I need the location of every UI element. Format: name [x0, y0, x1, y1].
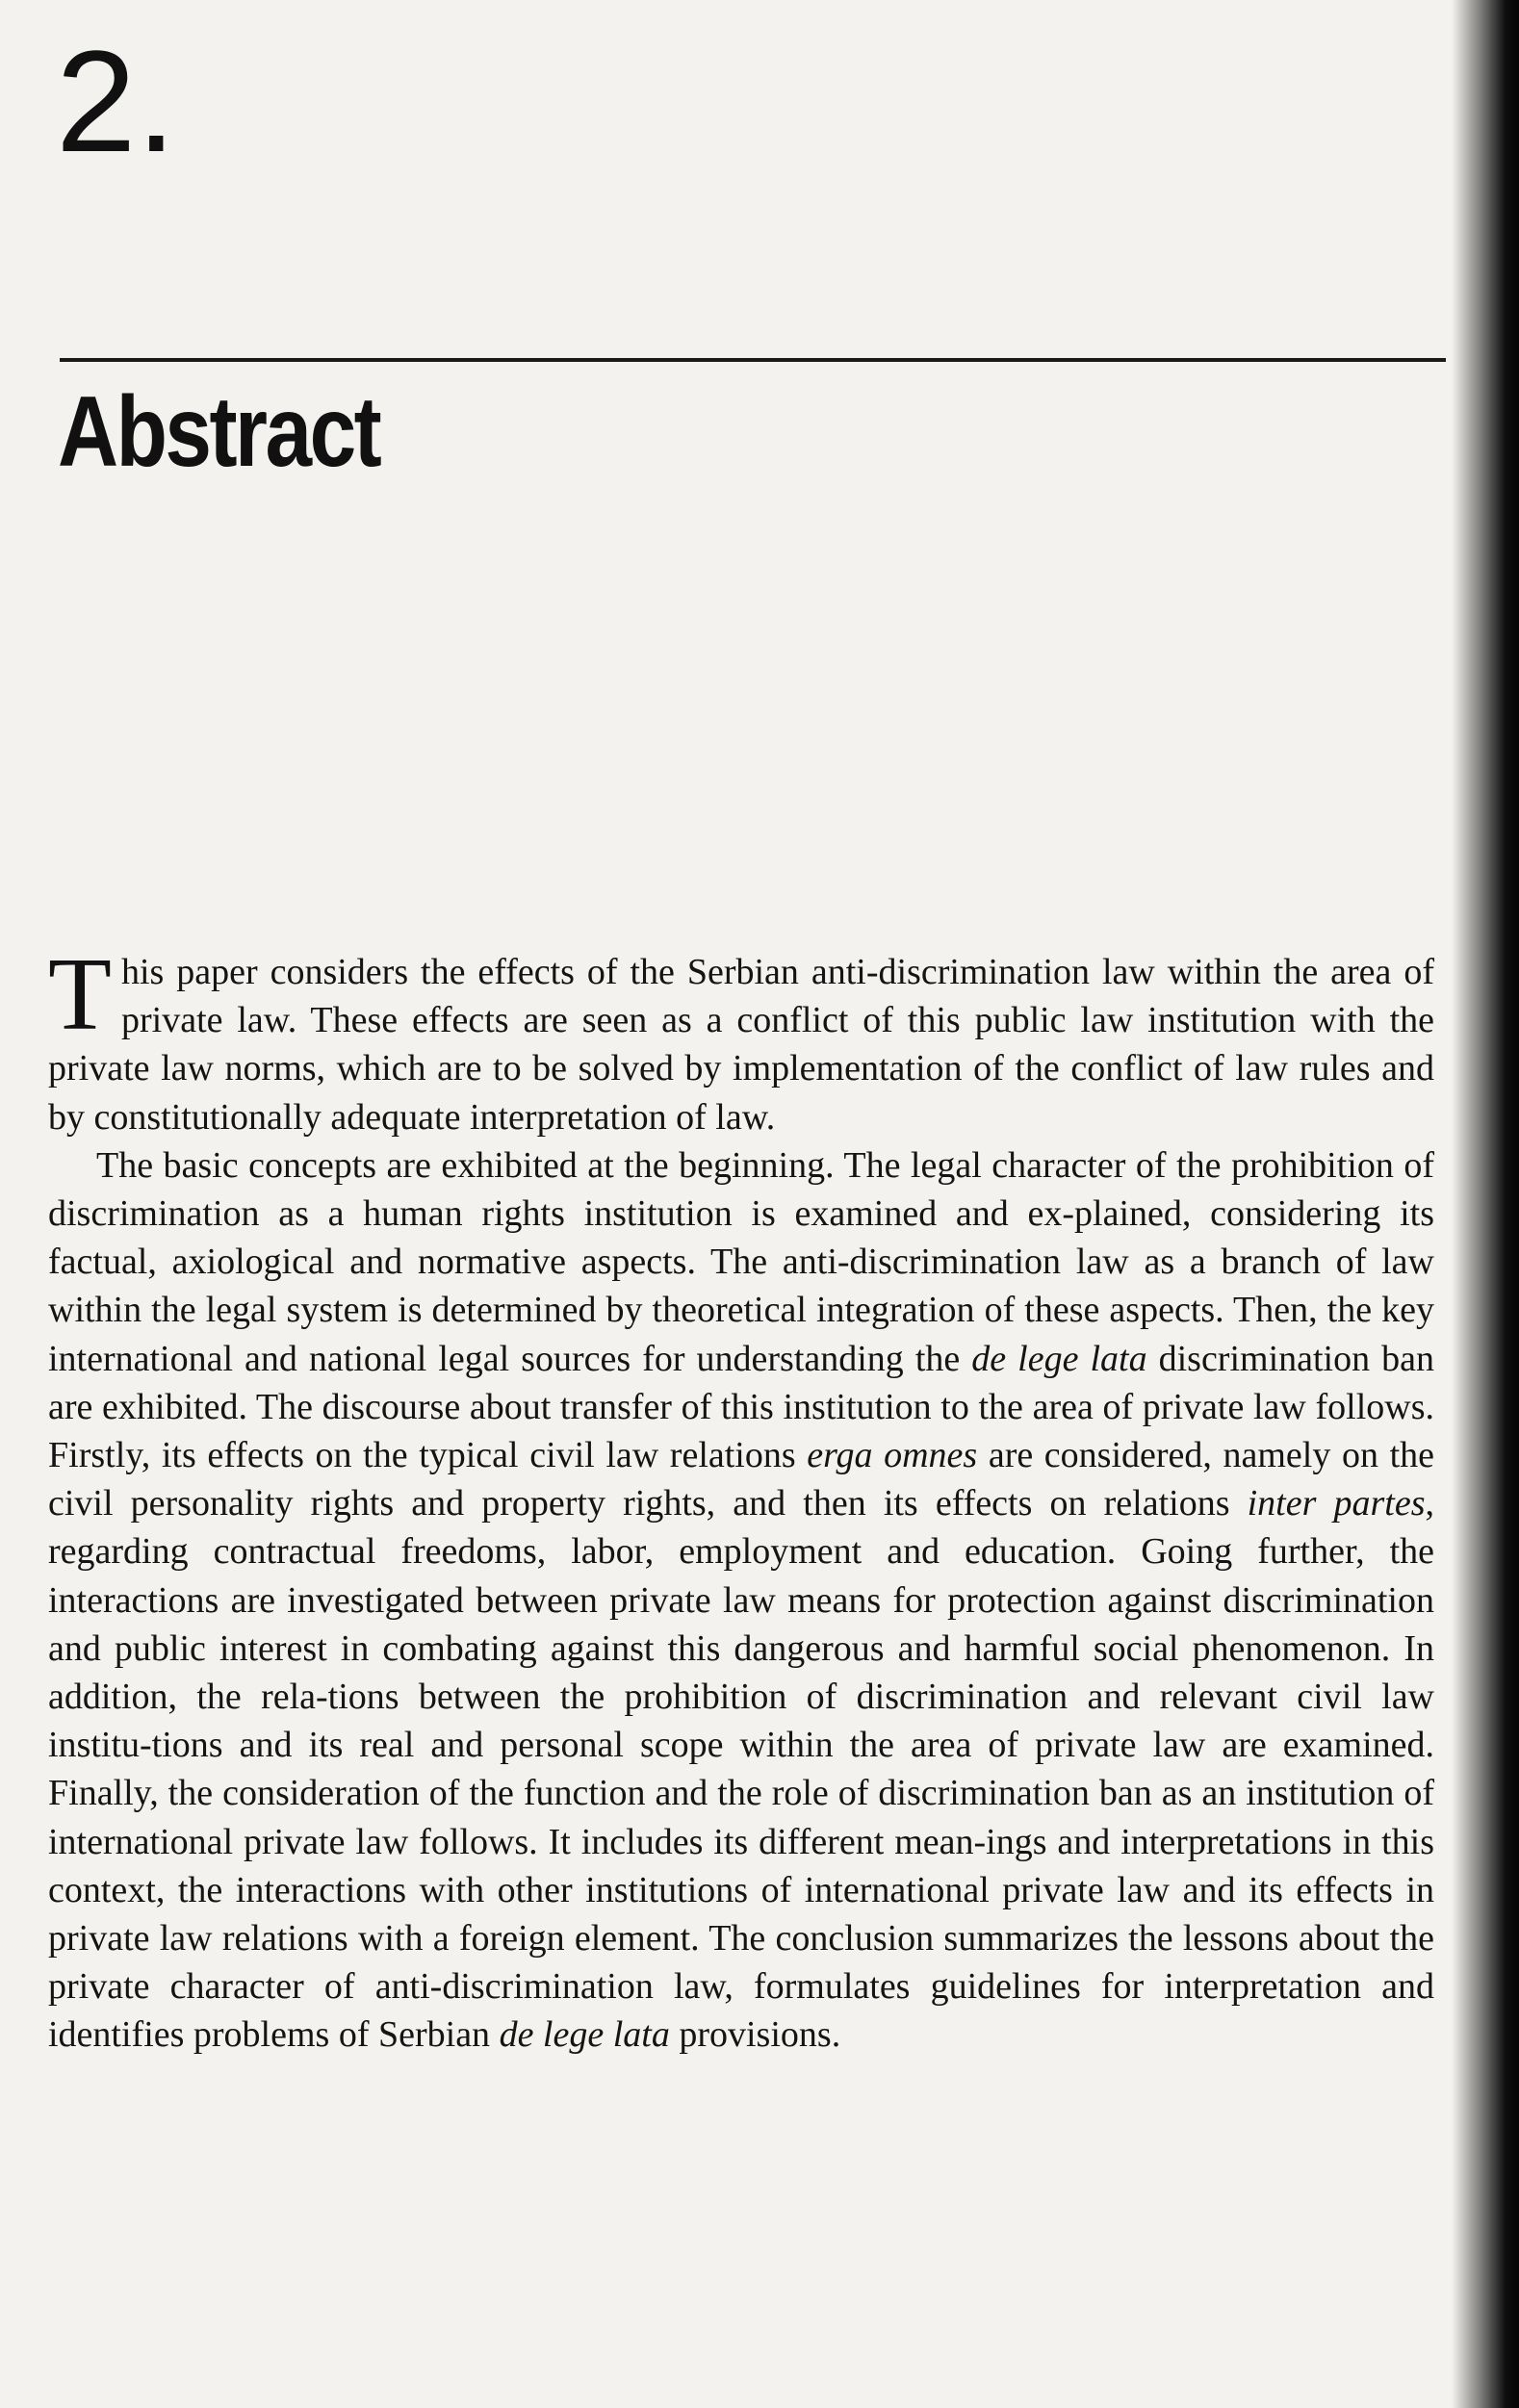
paragraph-1-text: his paper considers the effects of the Serbian anti-discrimination law within the area of private law. These effects are seen as a conflict of this public law institution with the private law norms, which are to be solved by implementation of the conflict of law rules and by constitutionally adequate interpretation of law.	[48, 952, 1434, 1138]
paragraph-2-segment: discrimination ban are exhibited. The discourse about transfer of this institution to the area of private law follows. Firstly, its effects on the typical civil law relations	[48, 1338, 1434, 1476]
paragraph-2-segment: , regarding contractual freedoms, labor, employment and education. Going further, the interactions are investigated between private law means for protection against discrimination and public interest in combating against this dangerous and harmful social phenomenon. In addition, the rela-tions between the prohibition of discrimination and relevant civil law institu-tions and its real and personal scope within the area of private law are examined. Finally, the consideration of the function and the role of discrimination ban as an institution of international private law follows. It includes its different mean-ings and interpretations in this context, the interactions with other institutions of international private law and its effects in private law relations with a foreign element. The conclusion summarizes the lessons about the private character of anti-discrimination law, formulates guidelines for interpretation and identifies problems of Serbian	[48, 1483, 1434, 2056]
paragraph-2-segment: The basic concepts are exhibited at the beginning. The legal character of the prohibition of discrimination as a human rights institution is examined and ex-plained, considering its factual, axiological and normative aspects. The anti-discrimination law as a branch of law within the legal system is determined by theoretical integration of these aspects. Then, the key international and national legal sources for understanding the	[48, 1144, 1434, 1379]
paragraph-2-segment: provisions.	[669, 2014, 841, 2056]
abstract-body	[48, 937, 1434, 2060]
heading-rule	[60, 358, 1446, 362]
abstract-heading: Abstract	[58, 376, 380, 488]
latin-term: erga omnes	[807, 1435, 978, 1476]
chapter-number: 2.	[56, 20, 177, 182]
abstract-paragraph-2	[48, 1141, 1434, 2060]
drop-cap: T	[48, 937, 112, 1052]
latin-term: de lege lata	[499, 2014, 670, 2056]
abstract-paragraph-1	[48, 937, 1434, 1141]
latin-term: inter partes	[1247, 1483, 1426, 1524]
paragraph-2-segment: are considered, namely on the civil personality rights and property rights, and then its effects on relations	[48, 1435, 1434, 1524]
latin-term: de lege lata	[971, 1338, 1147, 1379]
binding-shadow	[1452, 0, 1519, 2408]
